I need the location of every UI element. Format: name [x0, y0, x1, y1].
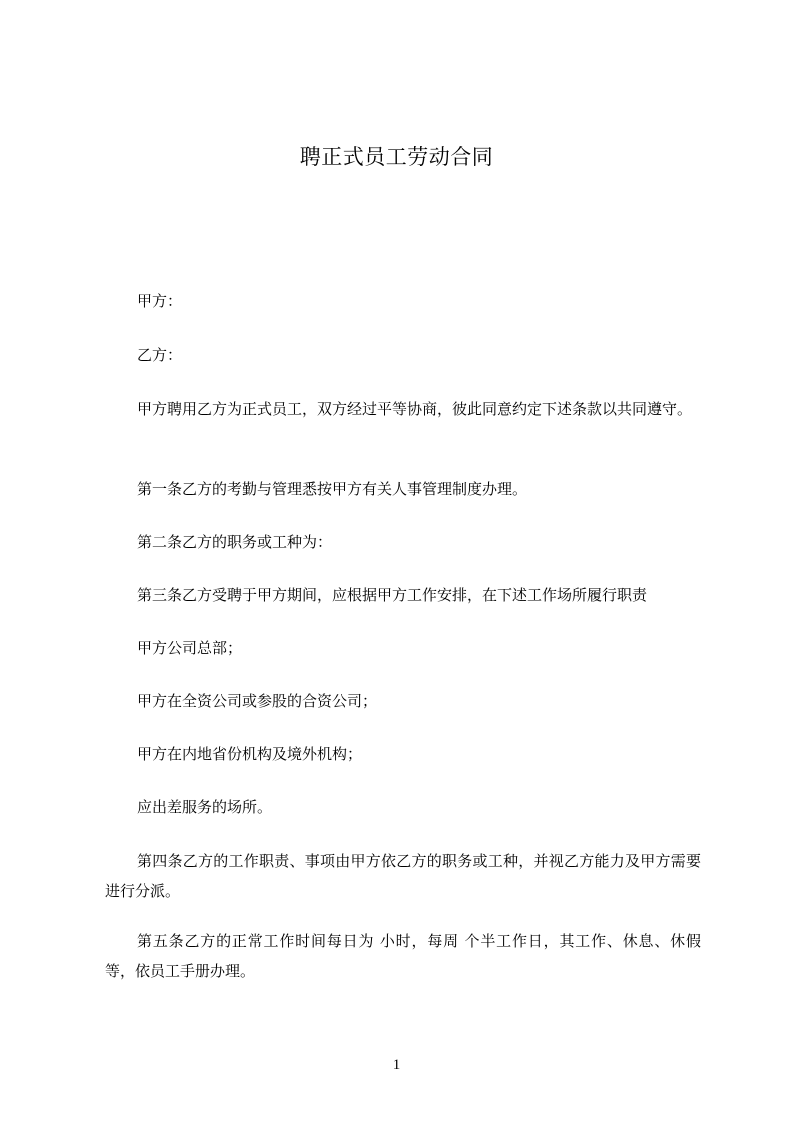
contract-title: 聘正式员工劳动合同 [299, 145, 494, 169]
workplace-item-1: 甲方公司总部； [137, 639, 243, 657]
preamble-paragraph: 甲方聘用乙方为正式员工，双方经过平等协商，彼此同意约定下述条款以共同遵守。 [137, 400, 693, 418]
workplace-item-4: 应出差服务的场所。 [137, 798, 273, 816]
article-4-paragraph: 第四条乙方的工作职责、事项由甲方依乙方的职务或工种，并视乙方能力及甲方需要进行分派。 [105, 852, 701, 900]
party-b-line: 乙方： [137, 346, 183, 364]
workplace-item-3: 甲方在内地省份机构及境外机构； [137, 745, 363, 763]
page-number: 1 [392, 1057, 401, 1073]
article-3-paragraph: 第三条乙方受聘于甲方期间，应根据甲方工作安排，在下述工作场所履行职责 [137, 586, 648, 604]
article-1-paragraph: 第一条乙方的考勤与管理悉按甲方有关人事管理制度办理。 [137, 480, 528, 498]
article-2-paragraph: 第二条乙方的职务或工种为： [137, 533, 333, 551]
party-a-line: 甲方： [137, 292, 183, 310]
article-5-paragraph: 第五条乙方的正常工作时间每日为 小时，每周 个半工作日，其工作、休息、休假等，依员工手册办理。 [105, 932, 701, 980]
workplace-item-2: 甲方在全资公司或参股的合资公司； [137, 692, 378, 710]
